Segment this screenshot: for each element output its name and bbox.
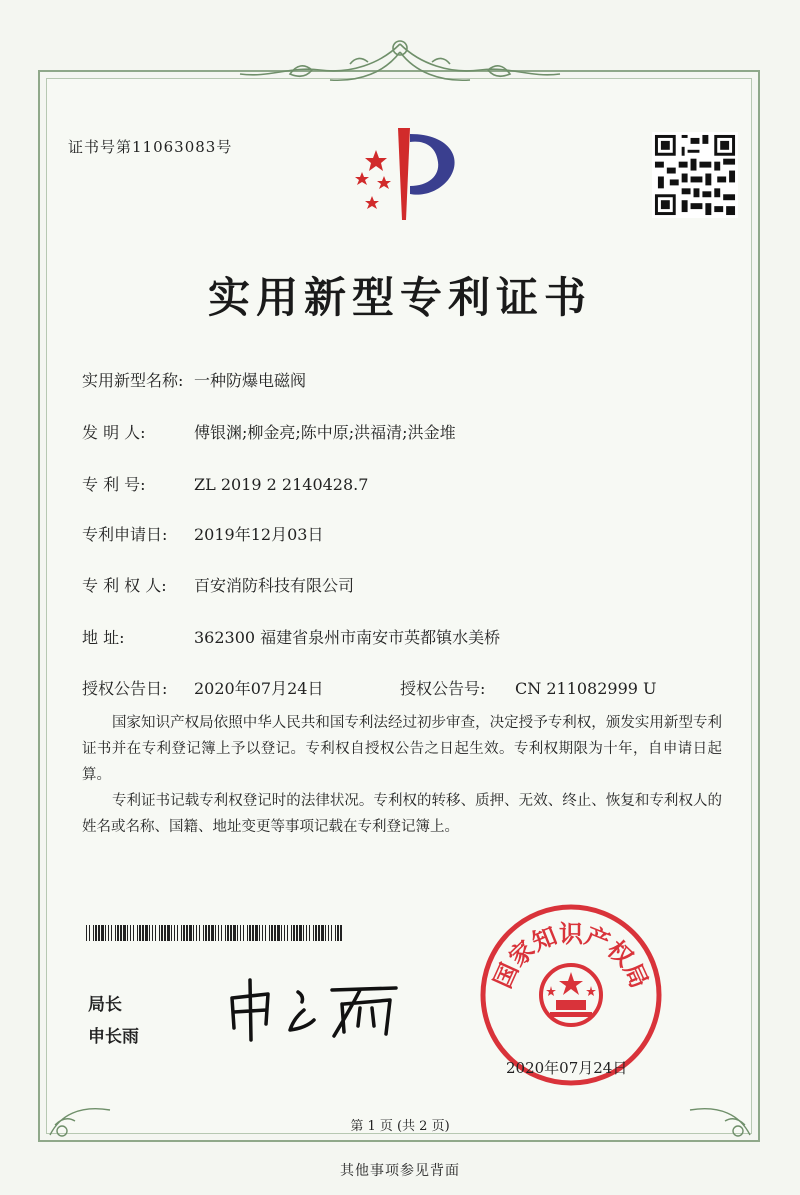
field-announcement-number: [400, 676, 657, 699]
field-label: 地 址:: [82, 628, 125, 647]
director-title: 局长: [88, 995, 122, 1015]
field-patentee: [82, 573, 354, 596]
page-number: 第 1 页 (共 2 页): [350, 1119, 450, 1134]
barcode-icon: [86, 925, 344, 941]
seal-date: 2020年07月24日: [506, 1059, 628, 1077]
field-application-date: [82, 522, 323, 545]
field-value: CN 211082999 U: [515, 679, 657, 698]
top-ornament-icon: [230, 34, 570, 94]
bottom-right-ornament-icon: [670, 1075, 760, 1145]
field-value: 362300 福建省泉州市南安市英都镇水美桥: [194, 628, 501, 647]
field-patent-number: [82, 472, 368, 495]
body-paragraph-2: 专利证书记载专利权登记时的法律状况。专利权的转移、质押、无效、终止、恢复和专利权人的姓名或名称、国籍、地址变更等事项记载在专利登记簿上。: [82, 793, 722, 835]
seal-text: 国家知识产权局: [488, 920, 654, 993]
field-utility-model-name: [82, 368, 306, 391]
field-label: 实用新型名称:: [82, 371, 184, 390]
field-label: 授权公告日:: [82, 679, 168, 698]
patent-office-logo-icon: [336, 120, 466, 230]
field-label: 发 明 人:: [82, 423, 146, 442]
bottom-left-ornament-icon: [40, 1075, 130, 1145]
field-address: [82, 625, 500, 648]
field-value: 2020年07月24日: [194, 679, 324, 698]
field-value: 百安消防科技有限公司: [194, 576, 355, 595]
field-label: 专利申请日:: [82, 525, 168, 544]
field-value: ZL 2019 2 2140428.7: [194, 475, 369, 494]
field-label: 授权公告号:: [400, 679, 486, 698]
body-paragraph-1: 国家知识产权局依照中华人民共和国专利法经过初步审查，决定授予专利权，颁发实用新型专利证书并在专利登记簿上予以登记。专利权自授权公告之日起生效。专利权期限为十年，自申请日起算。: [82, 715, 722, 783]
qr-code-icon: [652, 132, 738, 218]
field-value: 傅银渊;柳金亮;陈中原;洪福清;洪金堆: [194, 423, 456, 442]
certificate-title: 实用新型专利证书: [207, 273, 592, 322]
field-label: 专 利 号:: [82, 475, 146, 494]
field-value: 2019年12月03日: [194, 525, 324, 544]
director-name: 申长雨: [88, 1027, 139, 1047]
field-value: 一种防爆电磁阀: [194, 371, 307, 390]
field-label: 专 利 权 人:: [82, 576, 167, 595]
back-note: 其他事项参见背面: [340, 1163, 460, 1179]
field-inventors: [82, 420, 456, 443]
field-grant-date: [82, 676, 323, 699]
director-signature-icon: [220, 970, 410, 1045]
certificate-number: 证书号第11063083号: [68, 138, 233, 156]
